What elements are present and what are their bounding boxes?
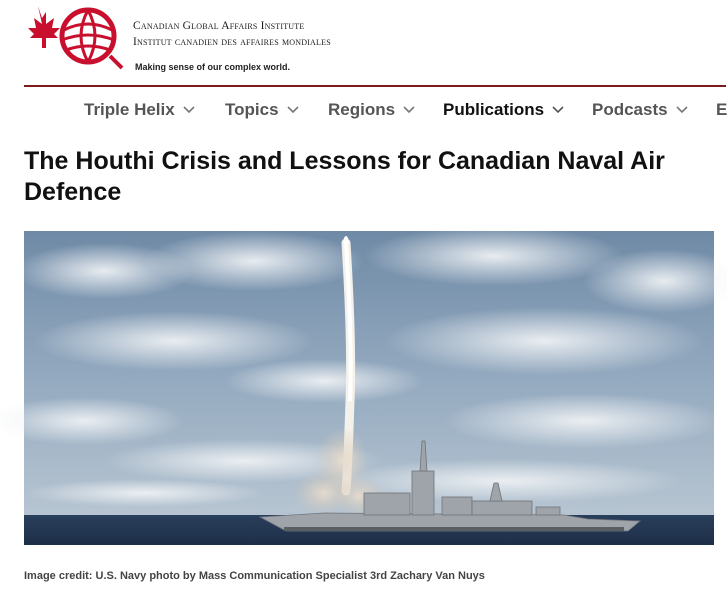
nav-item-podcasts[interactable]: [592, 100, 688, 120]
nav-item-label: Regions: [328, 100, 396, 119]
chevron-down-icon: [183, 106, 195, 114]
header-divider: [24, 85, 726, 87]
nav-item-label: E: [716, 100, 727, 119]
chevron-down-icon: [403, 106, 415, 114]
tagline: Making sense of our complex world.: [135, 62, 291, 72]
nav-item-label: Triple Helix: [84, 100, 175, 119]
main-nav: [0, 88, 726, 132]
org-name-english: Canadian Global Affairs Institute: [133, 20, 305, 32]
nav-item-label: Topics: [225, 100, 279, 119]
nav-item-label: Podcasts: [592, 100, 668, 119]
maple-leaf-globe-logo[interactable]: [24, 4, 126, 70]
site-header: [0, 0, 726, 86]
chevron-down-icon: [676, 106, 688, 114]
nav-item-triple-helix[interactable]: [84, 100, 195, 120]
article-title: The Houthi Crisis and Lessons for Canadian Naval Air Defence: [24, 147, 665, 206]
nav-item-publications[interactable]: [443, 100, 564, 120]
image-credit: Image credit: U.S. Navy photo by Mass Communication Specialist 3rd Zachary Van Nuys: [24, 570, 485, 582]
nav-item-regions[interactable]: [328, 100, 415, 120]
nav-item-label: Publications: [443, 100, 545, 119]
nav-item-topics[interactable]: [225, 100, 299, 120]
hero-image-missile-launch-from-destroyer: [24, 231, 714, 545]
org-name-french: Institut canadien des affaires mondiales: [133, 36, 331, 48]
nav-item-events[interactable]: [716, 100, 727, 120]
chevron-down-icon: [552, 106, 564, 114]
chevron-down-icon: [287, 106, 299, 114]
